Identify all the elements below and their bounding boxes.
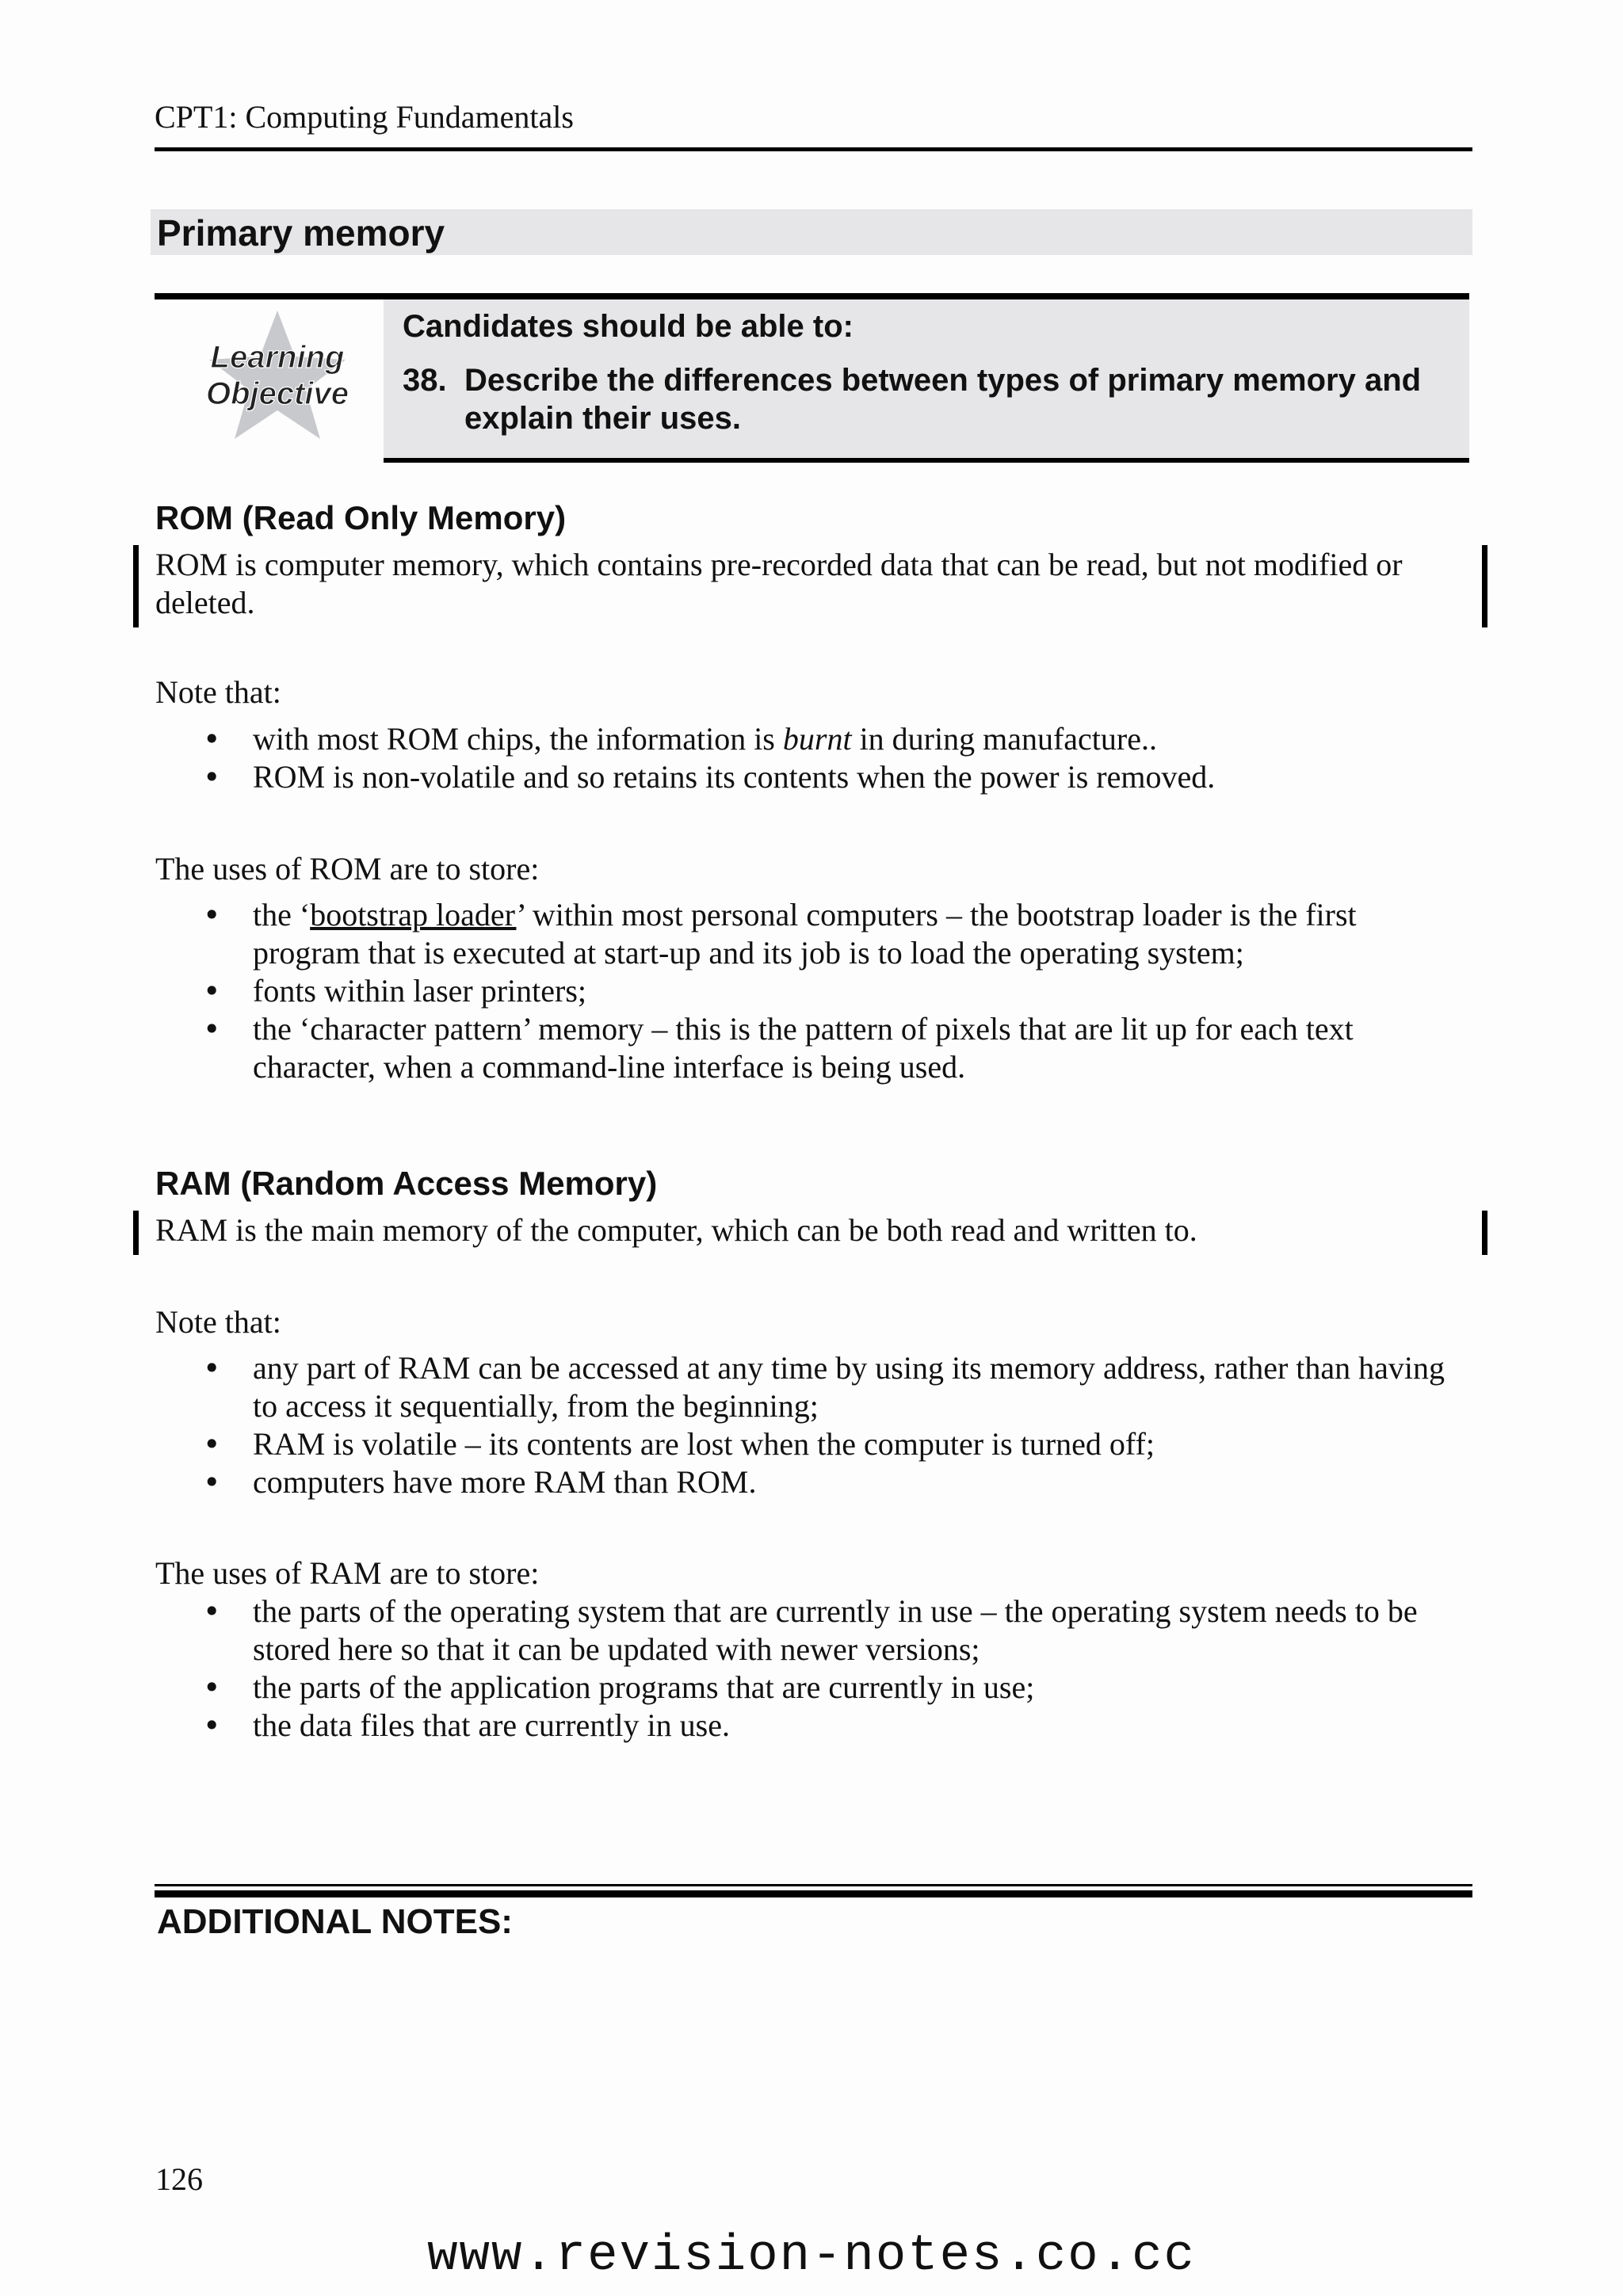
header-rule <box>155 147 1472 151</box>
list-item: • ROM is non-volatile and so retains its contents when the power is removed. <box>155 758 1471 796</box>
section-title: Primary memory <box>157 212 445 254</box>
watermark-url: www.revision-notes.co.cc <box>427 2228 1196 2285</box>
list-item: • the ‘character pattern’ memory – this is the pattern of pixels that are lit up for each text character, when a command-line interface is being used. <box>155 1010 1471 1086</box>
list-item: • RAM is volatile – its contents are lost when the computer is turned off; <box>155 1425 1471 1463</box>
objective-bottom-rule <box>384 458 1469 463</box>
list-item: • fonts within laser printers; <box>155 972 1471 1010</box>
ram-change-bar-right <box>1482 1211 1487 1255</box>
ram-uses-label: The uses of RAM are to store: <box>155 1555 540 1591</box>
additional-notes-heading: ADDITIONAL NOTES: <box>157 1902 513 1941</box>
list-item: • the ‘bootstrap loader’ within most personal computers – the bootstrap loader is the first program that is executed at start-up and its job is to load the operating system; <box>155 896 1471 972</box>
list-item: • computers have more RAM than ROM. <box>155 1463 1471 1501</box>
bootstrap-loader-link[interactable]: bootstrap loader <box>310 897 517 933</box>
rom-change-bar-left <box>133 545 139 627</box>
rom-change-bar-right <box>1482 545 1487 627</box>
objective-lead: Candidates should be able to: <box>403 309 854 344</box>
objective-top-rule <box>155 293 1469 299</box>
learning-objective-logo <box>190 307 365 442</box>
ram-note-label: Note that: <box>155 1304 281 1340</box>
rom-definition: ROM is computer memory, which contains pre-recorded data that can be read, but not modified or deleted. <box>155 547 1403 620</box>
list-item: • the parts of the application programs that are currently in use; <box>155 1669 1487 1707</box>
list-item: • any part of RAM can be accessed at any time by using its memory address, rather than having to access it sequentially, from the beginning; <box>155 1349 1471 1425</box>
objective-number: 38. <box>403 363 447 398</box>
rom-uses-label: The uses of ROM are to store: <box>155 851 540 887</box>
ram-definition: RAM is the main memory of the computer, which can be both read and written to. <box>155 1212 1197 1248</box>
rom-note-label: Note that: <box>155 674 281 710</box>
page-number: 126 <box>155 2161 203 2197</box>
emphasis-burnt: burnt <box>782 721 852 757</box>
ram-change-bar-left <box>133 1211 139 1255</box>
rom-notes-list <box>155 720 1471 796</box>
list-item: • the parts of the operating system that are currently in use – the operating system needs to be stored here so that it can be updated with newer versions; <box>155 1592 1487 1669</box>
running-header: CPT1: Computing Fundamentals <box>155 99 574 135</box>
ram-notes-list <box>155 1349 1471 1501</box>
ram-uses-list <box>155 1592 1487 1745</box>
list-item: • the data files that are currently in use. <box>155 1707 1487 1745</box>
list-item: • with most ROM chips, the information is burnt in during manufacture.. <box>155 720 1471 758</box>
notes-rule-thick <box>155 1890 1472 1897</box>
objective-text: Describe the differences between types of primary memory and explain their uses. <box>464 363 1422 436</box>
star-icon <box>209 311 346 439</box>
ram-heading: RAM (Random Access Memory) <box>155 1165 658 1202</box>
rom-heading: ROM (Read Only Memory) <box>155 499 567 536</box>
logo-text-learning: Learning <box>210 340 345 375</box>
logo-text-objective: Objective <box>205 376 349 411</box>
rom-uses-list <box>155 896 1471 1086</box>
notes-rule-thin <box>155 1884 1472 1886</box>
